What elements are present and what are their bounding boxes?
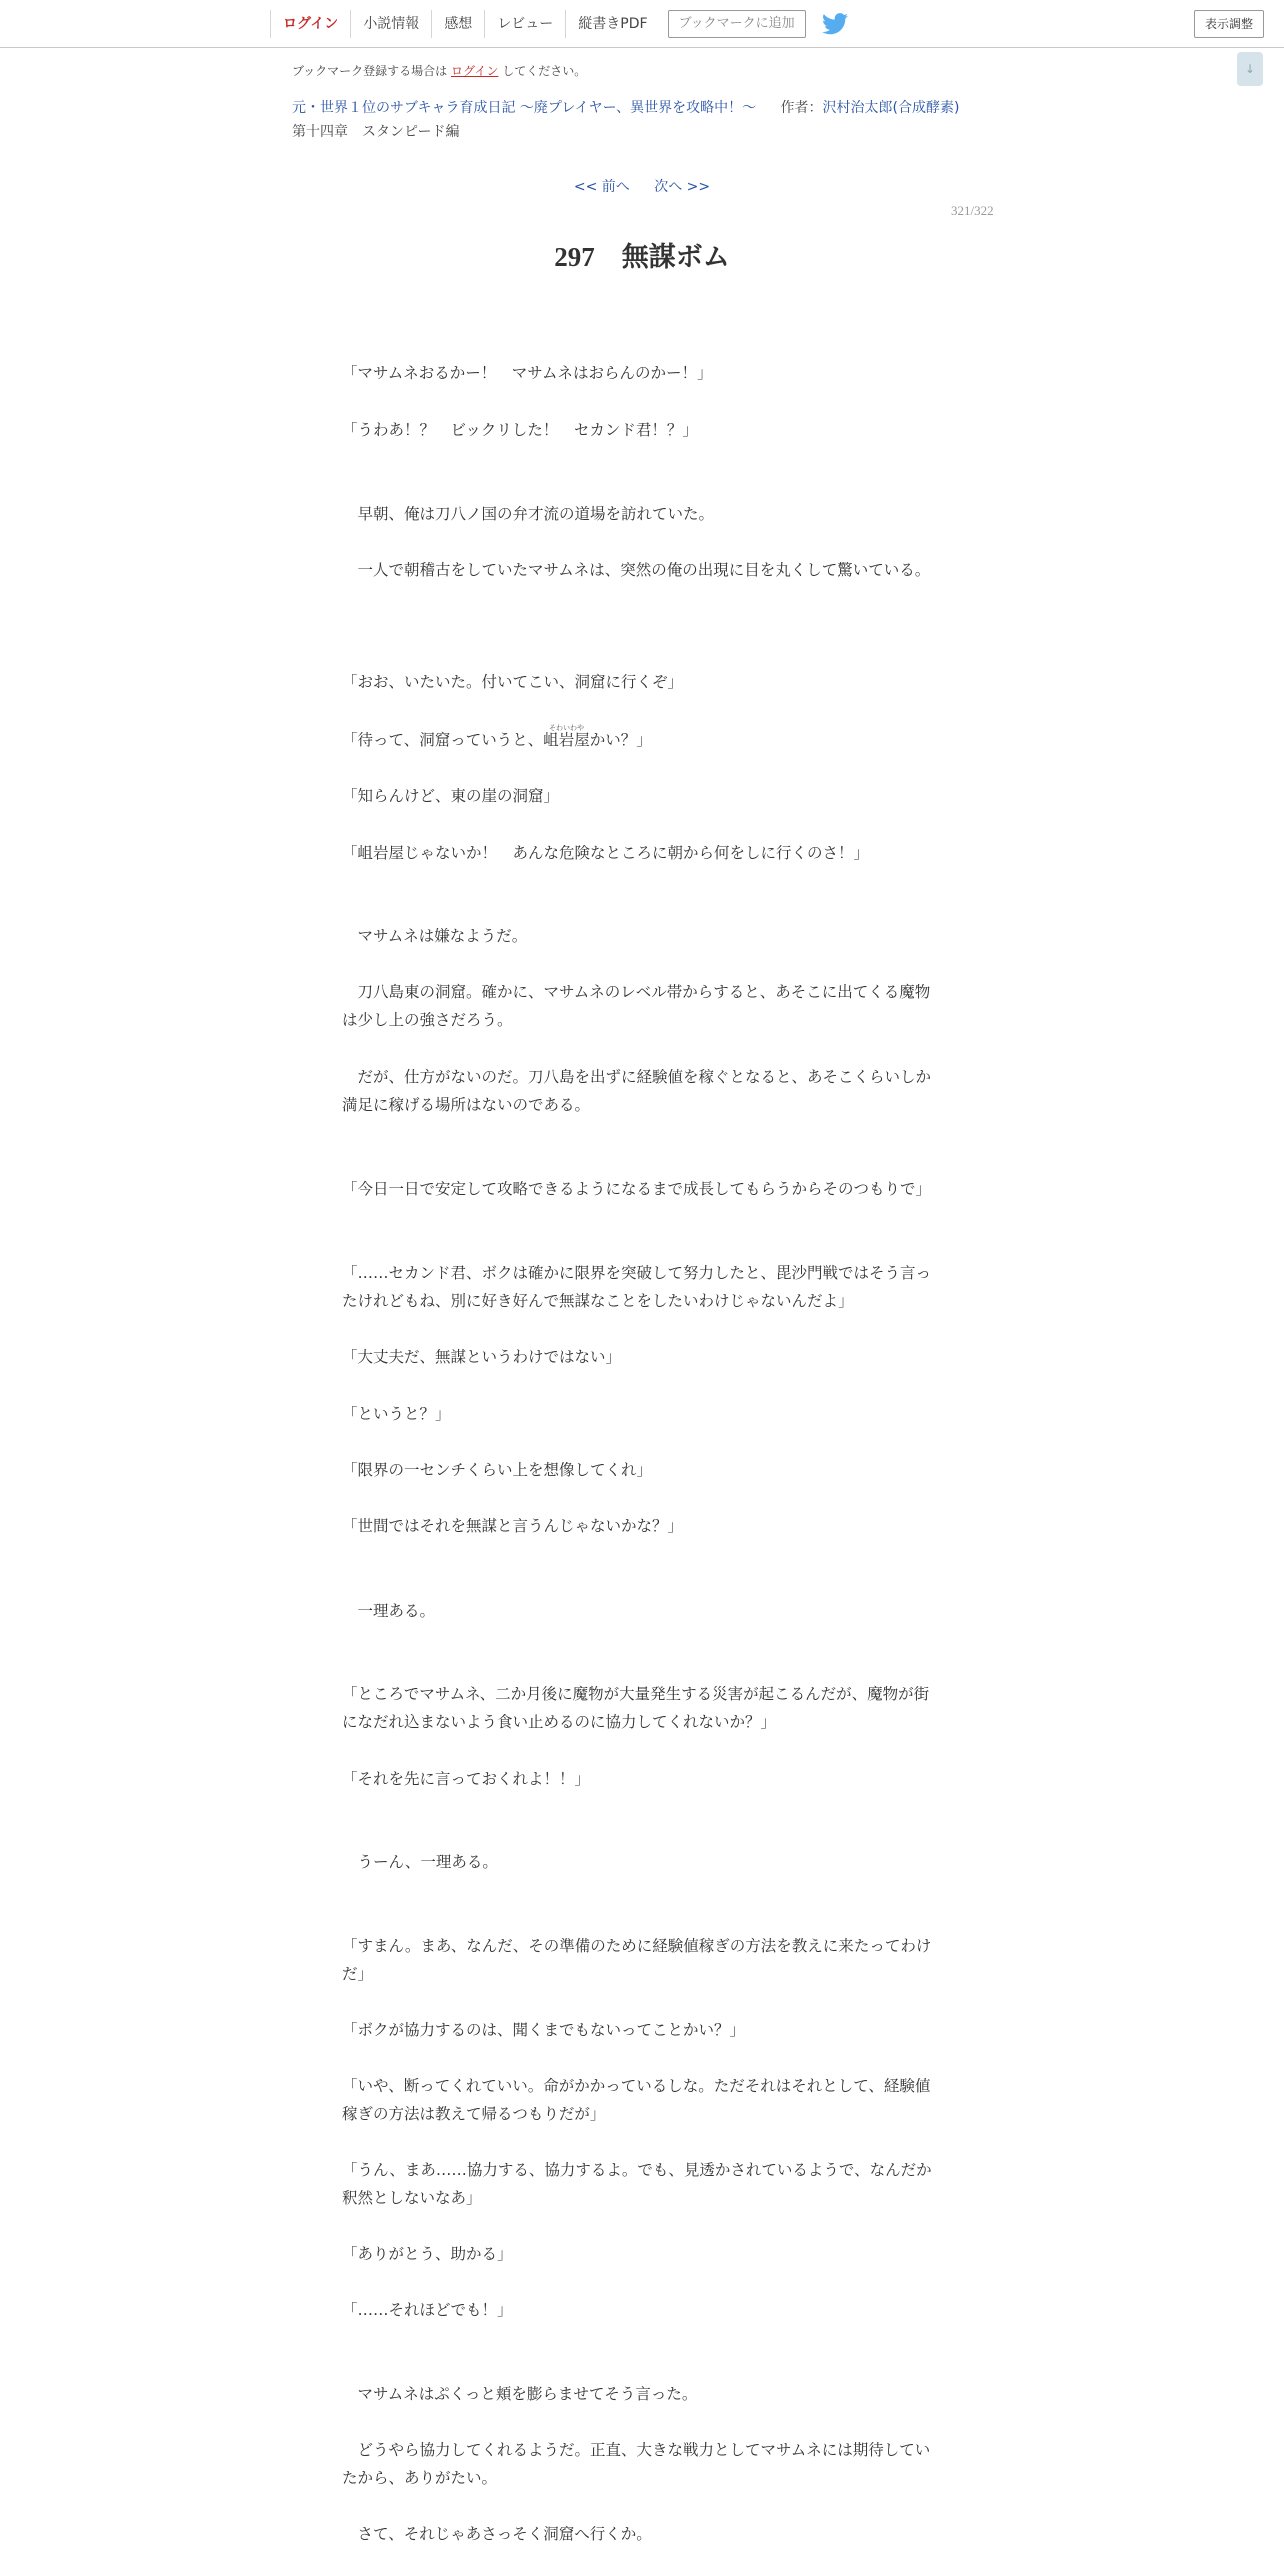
body-paragraph: 一人で朝稽古をしていたマサムネは、突然の俺の出現に目を丸くして驚いている。 (342, 561, 931, 579)
body-paragraph: 「岨岩屋じゃないか！ あんな危険なところに朝から何をしに行くのさ！」 (342, 844, 870, 862)
notice-prefix: ブックマーク登録する場合は (292, 64, 448, 78)
series-title-link[interactable]: 元・世界１位のサブキャラ育成日記 ～廃プレイヤー、異世界を攻略中！～ (292, 100, 757, 116)
author-link[interactable]: 沢村治太郎(合成酵素) (822, 100, 960, 116)
bookmark-notice (292, 62, 586, 79)
header-nav (270, 10, 848, 38)
body-paragraph: 「……セカンド君、ボクは確かに限界を突破して努力したと、毘沙門戦ではそう言ったけれどもね、別に好き好んで無謀なことをしたいわけじゃないんだよ」 (342, 1264, 932, 1310)
twitter-icon[interactable] (822, 13, 848, 35)
body-paragraph (342, 726, 942, 754)
body-paragraph: 「おお、いたいた。付いてこい、洞窟に行くぞ」 (342, 673, 684, 691)
body-paragraph: うーん、一理ある。 (342, 1853, 498, 1871)
episode-counter: 321/322 (951, 203, 994, 218)
add-bookmark-button[interactable]: ブックマークに追加 (668, 10, 806, 38)
body-paragraph: マサムネはぷくっと頬を膨らませてそう言った。 (342, 2385, 698, 2403)
prev-episode-link[interactable]: << 前へ (573, 179, 630, 195)
body-paragraph: 「マサムネおるかー！ マサムネはおらんのかー！」 (342, 364, 713, 382)
notice-suffix: してください。 (502, 64, 587, 78)
body-paragraph: 「……それほどでも！」 (342, 2301, 513, 2319)
scroll-down-tab[interactable]: ↓ (1237, 52, 1263, 86)
body-paragraph: 「うわあ！？ ビックリした！ セカンド君！？」 (342, 421, 698, 439)
novel-info-link[interactable]: 小説情報 (350, 10, 431, 38)
body-paragraph: だが、仕方がないのだ。刀八島を出ずに経験値を稼ぐとなると、あそこくらいしか満足に稼げる場所はないのである。 (342, 1068, 932, 1114)
ruby-line-end: かい？」 (589, 731, 652, 749)
body-paragraph: どうやら協力してくれるようだ。正直、大きな戦力としてマサムネには期待していたから、ありがたい。 (342, 2441, 931, 2487)
body-paragraph: 「というと？」 (342, 1405, 451, 1423)
body-paragraph: 「いや、断ってくれていい。命がかかっているしな。ただそれはそれとして、経験値稼ぎの方法は教えて帰るつもりだが」 (342, 2077, 931, 2123)
body-paragraph: 「知らんけど、東の崖の洞窟」 (342, 787, 560, 805)
top-header (0, 0, 1284, 48)
body-paragraph: 「大丈夫だ、無謀というわけではない」 (342, 1348, 622, 1366)
episode-title: 297 無謀ボム (554, 242, 730, 272)
body-paragraph: 「ボクが協力するのは、聞くまでもないってことかい？」 (342, 2021, 746, 2039)
body-paragraph: 「今日一日で安定して攻略できるようになるまで成長してもらうからそのつもりで」 (342, 1180, 932, 1198)
impressions-link[interactable]: 感想 (431, 10, 484, 38)
series-info (292, 97, 959, 117)
review-link[interactable]: レビュー (484, 10, 565, 38)
episode-pager (0, 176, 1284, 196)
author-label: 作者： (780, 100, 823, 116)
ruby-line-start: 「待って、洞窟っていうと、 (342, 731, 544, 749)
ruby-word (543, 726, 590, 754)
body-paragraph: 刀八島東の洞窟。確かに、マサムネのレベル帯からすると、あそこに出てくる魔物は少し上の強さだろう。 (342, 983, 931, 1029)
body-paragraph: 「すまん。まあ、なんだ、その準備のために経験値稼ぎの方法を教えに来たってわけだ」 (342, 1937, 932, 1983)
body-paragraph: 「世間ではそれを無謀と言うんじゃないかな？」 (342, 1517, 684, 1535)
body-paragraph: 「限界の一センチくらい上を想像してくれ」 (342, 1461, 653, 1479)
body-paragraph: 「それを先に言っておくれよ！！」 (342, 1770, 591, 1788)
notice-login-link[interactable]: ログイン (451, 64, 499, 78)
body-paragraph: さて、それじゃあさっそく洞窟へ行くか。 (342, 2525, 652, 2543)
login-link[interactable]: ログイン (270, 10, 350, 38)
body-paragraph: マサムネは嫌なようだ。 (342, 927, 528, 945)
next-episode-link[interactable]: 次へ >> (654, 179, 711, 195)
chapter-title: 第十四章 スタンピード編 (292, 124, 460, 140)
body-paragraph: 「ところでマサムネ、二か月後に魔物が大量発生する災害が起こるんだが、魔物が街になだれ込まないよう食い止めるのに協力してくれないか？」 (342, 1685, 930, 1731)
body-paragraph: 一理ある。 (342, 1602, 436, 1620)
body-paragraph: 早朝、俺は刀八ノ国の弁才流の道場を訪れていた。 (342, 505, 715, 523)
ruby-base: 岨岩屋 (543, 731, 590, 749)
body-paragraph: 「ありがとう、助かる」 (342, 2245, 513, 2263)
body-paragraph: 「うん、まあ……協力する、協力するよ。でも、見透かされているようで、なんだか釈然としないなあ」 (342, 2161, 932, 2207)
display-settings-button[interactable]: 表示調整 (1194, 10, 1264, 38)
vertical-pdf-link[interactable]: 縦書きPDF (565, 10, 659, 38)
ruby-reading: そわいわや (548, 724, 584, 732)
